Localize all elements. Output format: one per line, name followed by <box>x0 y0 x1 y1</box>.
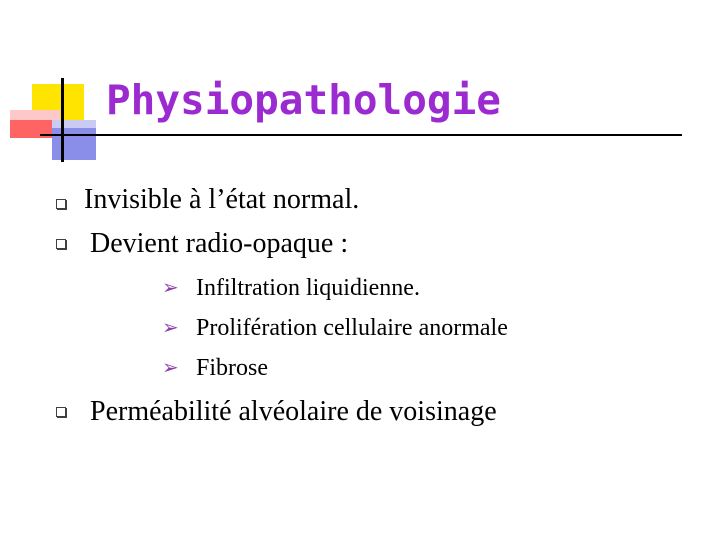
sub-bullet-item: Infiltration liquidienne. <box>196 275 420 301</box>
decorative-vertical-line <box>61 78 64 162</box>
decorative-red-highlight <box>10 110 60 120</box>
square-bullet-icon <box>56 239 66 249</box>
square-bullet-icon <box>56 407 66 417</box>
sub-bullet-item: Fibrose <box>196 355 268 381</box>
decorative-blue-highlight <box>52 120 96 128</box>
bullet-item: Invisible à l’état normal. <box>84 184 360 215</box>
arrow-icon: ➢ <box>162 355 179 379</box>
arrow-icon: ➢ <box>162 315 179 339</box>
bullet-item: Devient radio-opaque : <box>90 228 349 259</box>
bullet-item: Perméabilité alvéolaire de voisinage <box>90 396 497 427</box>
sub-bullet-item: Prolifération cellulaire anormale <box>196 315 508 341</box>
title-underline <box>40 134 682 136</box>
arrow-icon: ➢ <box>162 275 179 299</box>
slide-title: Physiopathologie <box>106 76 501 124</box>
square-bullet-icon <box>56 199 66 209</box>
